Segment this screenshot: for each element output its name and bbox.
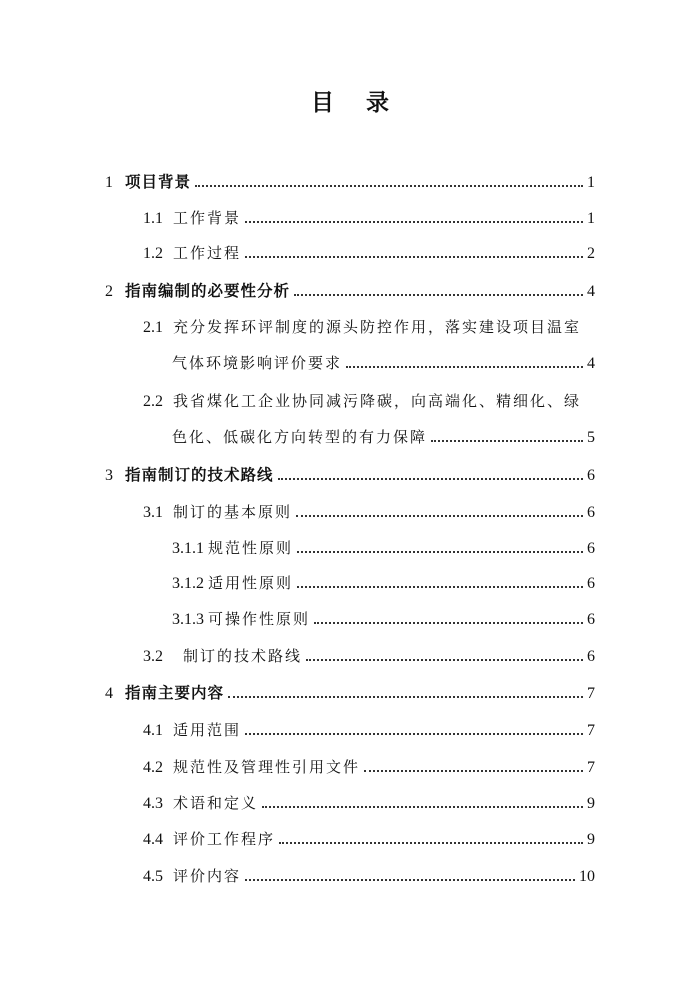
toc-number: 2.2 xyxy=(143,393,163,410)
toc-text: 指南制订的技术路线 xyxy=(125,466,274,484)
toc-entry[interactable] xyxy=(0,461,700,487)
toc-text: 适用范围 xyxy=(173,721,242,739)
leader-dots xyxy=(245,220,583,223)
leader-dots xyxy=(346,365,583,368)
toc-number: 4.3 xyxy=(143,795,163,812)
leader-dots xyxy=(297,585,583,588)
leader-dots xyxy=(262,805,583,808)
toc-text: 规范性原则 xyxy=(208,539,294,557)
toc-text: 可操作性原则 xyxy=(208,610,311,628)
toc-page: 1 xyxy=(587,210,595,227)
toc-entry[interactable] xyxy=(0,534,700,560)
toc-page: 7 xyxy=(587,722,595,739)
leader-dots xyxy=(431,439,583,442)
toc-page: 10 xyxy=(579,868,595,885)
toc-entry[interactable] xyxy=(0,716,700,742)
toc-page: 7 xyxy=(587,759,595,776)
toc-text: 制订的基本原则 xyxy=(173,503,293,521)
toc-entry[interactable] xyxy=(0,168,700,194)
toc-text: 项目背景 xyxy=(125,173,192,191)
toc-number: 4.2 xyxy=(143,759,163,776)
leader-dots xyxy=(245,255,583,258)
leader-dots xyxy=(279,841,583,844)
toc-page: 5 xyxy=(587,429,595,446)
leader-dots xyxy=(278,477,583,480)
toc-text: 指南编制的必要性分析 xyxy=(125,282,291,300)
toc-entry[interactable] xyxy=(0,753,700,779)
toc-text: 工作背景 xyxy=(173,209,242,227)
leader-dots xyxy=(364,769,583,772)
toc-entry[interactable] xyxy=(0,825,700,851)
toc-entry[interactable] xyxy=(0,679,700,705)
toc-text: 工作过程 xyxy=(173,244,242,262)
toc-entry[interactable] xyxy=(0,387,700,449)
toc-text: 制订的技术路线 xyxy=(183,647,303,665)
toc-number: 2.1 xyxy=(143,319,163,336)
toc-number: 1.2 xyxy=(143,245,163,262)
toc-page: 1 xyxy=(587,174,595,191)
toc-entry[interactable] xyxy=(0,498,700,524)
toc-number: 4.4 xyxy=(143,831,163,848)
toc-number: 3 xyxy=(105,467,113,484)
toc-page: 7 xyxy=(587,685,595,702)
toc-number: 1.1 xyxy=(143,210,163,227)
toc-number: 3.1 xyxy=(143,504,163,521)
toc-page: 6 xyxy=(587,467,595,484)
leader-dots xyxy=(306,658,583,661)
toc-page: 6 xyxy=(587,611,595,628)
page-title: 目 录 xyxy=(310,90,401,116)
leader-dots xyxy=(245,732,583,735)
toc-entry[interactable] xyxy=(0,862,700,888)
toc-number: 3.1.2 xyxy=(172,575,204,592)
toc-text: 评价内容 xyxy=(173,867,242,885)
toc-page: 6 xyxy=(587,648,595,665)
toc-entry[interactable] xyxy=(0,239,700,265)
toc-number: 4 xyxy=(105,685,113,702)
toc-page: 6 xyxy=(587,504,595,521)
toc-page: 2 xyxy=(587,245,595,262)
toc-page: 4 xyxy=(587,355,595,372)
toc-number: 4.5 xyxy=(143,868,163,885)
toc-page: 6 xyxy=(587,575,595,592)
leader-dots xyxy=(297,550,583,553)
toc-number: 1 xyxy=(105,174,113,191)
toc-page: 4 xyxy=(587,283,595,300)
toc-page: 6 xyxy=(587,540,595,557)
toc-text: 评价工作程序 xyxy=(173,830,276,848)
leader-dots xyxy=(296,514,583,517)
toc-text: 我省煤化工企业协同减污降碳，向高端化、精细化、绿 xyxy=(173,392,582,410)
toc-number: 4.1 xyxy=(143,722,163,739)
toc-entry[interactable] xyxy=(0,277,700,303)
leader-dots xyxy=(228,695,583,698)
toc-page: 9 xyxy=(587,795,595,812)
toc-number: 3.1.3 xyxy=(172,611,204,628)
toc-entry[interactable] xyxy=(0,642,700,668)
toc-text-continued: 色化、低碳化方向转型的有力保障 xyxy=(172,428,428,446)
toc-text: 术语和定义 xyxy=(173,794,259,812)
toc-text: 适用性原则 xyxy=(208,574,294,592)
toc-text: 指南主要内容 xyxy=(125,684,225,702)
toc-text: 规范性及管理性引用文件 xyxy=(173,758,361,776)
toc-entry[interactable] xyxy=(0,605,700,631)
toc-entry[interactable] xyxy=(0,789,700,815)
leader-dots xyxy=(245,878,575,881)
toc-entry[interactable] xyxy=(0,204,700,230)
toc-text-continued: 气体环境影响评价要求 xyxy=(172,354,343,372)
toc-number: 3.1.1 xyxy=(172,540,204,557)
toc-number: 2 xyxy=(105,283,113,300)
toc-number: 3.2 xyxy=(143,648,163,665)
toc-entry[interactable] xyxy=(0,569,700,595)
leader-dots xyxy=(294,293,583,296)
toc-text: 充分发挥环评制度的源头防控作用，落实建设项目温室 xyxy=(173,318,582,336)
leader-dots xyxy=(314,621,583,624)
toc-entry[interactable] xyxy=(0,313,700,375)
toc-page: 9 xyxy=(587,831,595,848)
leader-dots xyxy=(195,184,583,187)
